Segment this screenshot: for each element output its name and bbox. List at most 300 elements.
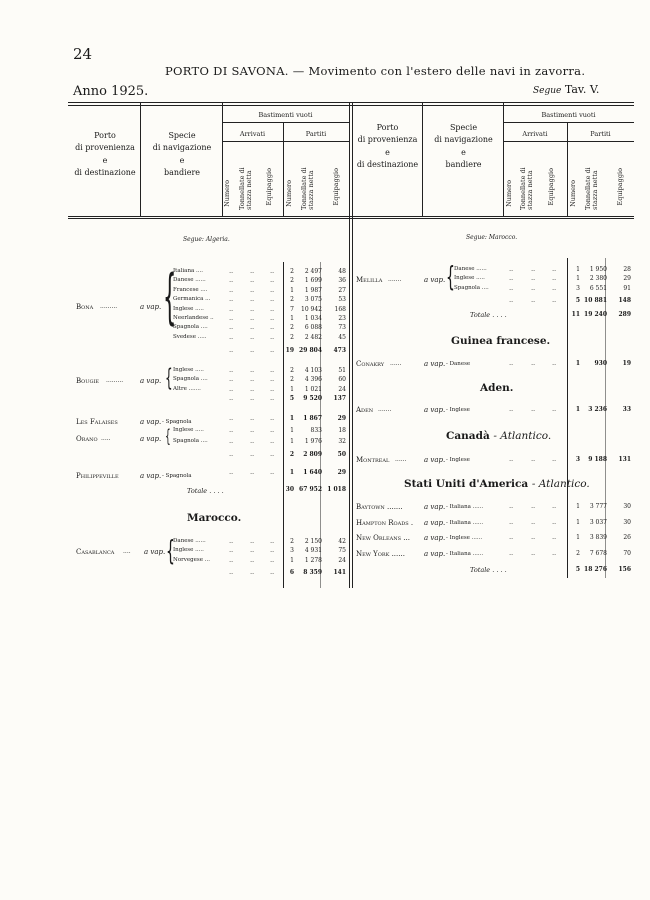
tonnellate-header: Tonnellate di stazza netta (584, 167, 600, 210)
center-divider-2 (352, 103, 353, 588)
partiti-numero: 2 (290, 376, 294, 384)
arrivati-empty: .. (250, 395, 254, 402)
port-usa: New York ...... (356, 549, 405, 558)
porto-h1: Porto (94, 131, 116, 140)
arrivati-empty: .. (270, 569, 274, 576)
partiti-equipaggio: 50 (337, 451, 346, 458)
arrivati-empty: .. (509, 534, 513, 541)
arrivati-empty: .. (509, 503, 513, 510)
group-rule (222, 122, 349, 123)
flag-name: Altre ....... (173, 385, 201, 392)
arrivati-empty: .. (229, 438, 233, 445)
leader-dots: ......... (106, 377, 124, 384)
arrivati-empty: .. (552, 406, 556, 413)
partiti-numero: 1 (290, 427, 294, 434)
leader-dots: ......... (100, 303, 118, 310)
col-rule (422, 103, 423, 217)
arrivati-empty: .. (229, 385, 233, 393)
flag-label: - Danese (446, 361, 471, 367)
flag-name: Inglese ..... (173, 367, 204, 373)
partiti-equipaggio: 53 (338, 296, 346, 304)
page-number: 24 (73, 45, 93, 63)
arrivati-empty: .. (552, 360, 556, 367)
header-bottom-rule (68, 216, 634, 217)
arrivati-empty: .. (509, 549, 513, 557)
arrivati-empty: .. (229, 286, 233, 294)
partiti-numero: 1 (576, 275, 580, 283)
partiti-tonnellate: 9 188 (588, 456, 607, 463)
arrivati-empty: .. (229, 347, 233, 354)
partiti-tonnellate: 8 359 (303, 569, 322, 576)
canada-label: Canadà (446, 430, 490, 442)
brace: { (165, 426, 171, 447)
partiti-equipaggio: 148 (618, 297, 631, 304)
partiti-tonnellate: 6 088 (304, 324, 322, 332)
partiti-equipaggio: 75 (338, 547, 346, 555)
partiti-tonnellate: 10 942 (301, 305, 322, 313)
numero-header: Numero (285, 180, 293, 207)
specie-h2: di navigazione (152, 143, 212, 153)
partiti-tonnellate: 1 278 (304, 556, 322, 564)
vap-label: a vap. (140, 418, 162, 426)
partiti-numero: 11 (571, 311, 580, 318)
arrivati-empty: .. (250, 556, 254, 564)
arrivati-empty: .. (250, 324, 254, 332)
vap-label: a vap. (140, 472, 162, 480)
partiti-equipaggio: 42 (338, 538, 346, 545)
brace: { (166, 534, 175, 567)
section-usa (404, 478, 590, 490)
flag-label: - Inglese (446, 407, 470, 413)
porto-h2: di provenienza (75, 143, 135, 153)
arrivati-empty: .. (229, 469, 233, 476)
partiti-tonnellate: 1 021 (304, 385, 322, 393)
arrivati-empty: .. (229, 427, 233, 434)
flag-label: - Spagnola (162, 473, 192, 479)
partiti-equipaggio: 29 (623, 275, 631, 283)
arrivati-empty: .. (250, 415, 254, 422)
specie-h1: Specie (449, 123, 478, 132)
arrivati-empty: .. (250, 569, 254, 576)
arrivati-empty: .. (270, 427, 274, 434)
partiti-numero: 2 (289, 451, 294, 458)
flag-name: Spagnola .... (173, 438, 208, 444)
arrivati-empty: .. (229, 538, 233, 545)
numero-header: Numero (223, 180, 231, 207)
arrivati-empty: .. (250, 451, 254, 458)
specie-h4: bandiere (445, 160, 482, 170)
arrivati-empty: .. (552, 534, 556, 541)
flag-name: - Inglese ...... (446, 535, 483, 541)
partiti-numero: 5 (289, 395, 294, 402)
porto-h3: e (385, 147, 390, 157)
partiti-numero: 3 (575, 456, 580, 463)
specie-header (424, 122, 503, 172)
flag-label: - Inglese (446, 457, 470, 463)
specie-h1: Specie (168, 131, 196, 140)
arrivati-empty: .. (250, 333, 254, 341)
partiti-equipaggio: 29 (337, 415, 346, 422)
partiti-equipaggio: 26 (623, 534, 631, 541)
section-guinea: Guinea francese. (451, 335, 551, 347)
porto-h2: di provenienza (357, 135, 418, 145)
partiti-tonnellate: 3 777 (589, 503, 607, 510)
arrivati-empty: .. (250, 286, 254, 294)
arrivati-empty: .. (552, 549, 556, 557)
top-double-rule (68, 102, 634, 103)
partiti-equipaggio: 137 (333, 395, 346, 402)
arrivati-empty: .. (229, 305, 233, 313)
port-les-falaises: Les Falaises (76, 418, 118, 426)
partiti-equipaggio: 19 (622, 360, 631, 367)
partiti-tonnellate: 10 881 (584, 297, 607, 304)
vap-label: a vap. (144, 548, 166, 556)
arrivati-empty: .. (270, 395, 274, 402)
section-marocco-cont: Segue: Marocco. (466, 234, 518, 241)
leader-dots: ...... (395, 456, 407, 463)
partiti-numero: 2 (290, 333, 294, 341)
equipaggio-header: Equipaggio (547, 168, 555, 206)
arrivati-empty: .. (270, 333, 274, 341)
arrivati-empty: .. (552, 266, 556, 273)
specie-h3: e (461, 147, 466, 157)
flag-name: Spagnola .... (173, 324, 208, 331)
arrivati-empty: .. (229, 268, 233, 275)
arrivati-empty: .. (229, 556, 233, 564)
partiti-tonnellate: 4 396 (304, 376, 322, 384)
arrivati-empty: .. (250, 547, 254, 555)
specie-h4: bandiere (163, 168, 200, 178)
totale-label: Totale . . . . (470, 566, 507, 574)
vap-label: a vap. (140, 377, 162, 385)
leader-dots: ....... (378, 406, 392, 413)
partiti-numero: 1 (576, 518, 580, 526)
partiti-header: Partiti (590, 130, 611, 138)
arrivati-empty: .. (531, 518, 535, 526)
body-col-rule (605, 258, 606, 578)
partiti-tonnellate: 9 520 (303, 395, 322, 402)
arrivati-empty: .. (509, 456, 513, 463)
partiti-numero: 19 (285, 347, 294, 354)
flag-label: - Spagnola (162, 419, 192, 425)
partiti-tonnellate: 3 075 (304, 296, 322, 304)
vap-label: a vap. (424, 518, 446, 527)
arrivati-empty: .. (250, 469, 254, 476)
arrivati-empty: .. (552, 518, 556, 526)
arrivati-empty: .. (270, 415, 274, 422)
arrivati-empty: .. (250, 427, 254, 434)
flag-name: Inglese ..... (173, 427, 204, 433)
arrivati-empty: .. (509, 360, 513, 367)
col-rule (140, 103, 141, 217)
arrivati-empty: .. (229, 569, 233, 576)
arrivati-empty: .. (270, 538, 274, 545)
leader-dots: ..... (101, 435, 111, 442)
partiti-equipaggio: 30 (623, 518, 631, 526)
porto-h4: di destinazione (74, 168, 136, 178)
usa-sub: - Atlantico. (531, 478, 590, 490)
arrivati-empty: .. (509, 275, 513, 283)
flag-name: Danese ...... (173, 277, 206, 284)
vap-label: a vap. (140, 435, 162, 443)
partiti-tonnellate: 1 950 (589, 266, 607, 273)
partiti-equipaggio: 30 (623, 503, 631, 510)
table-reference (533, 83, 599, 96)
flag-name: Spagnola (165, 419, 192, 425)
partiti-equipaggio: 45 (338, 333, 346, 341)
arrivati-empty: .. (250, 347, 254, 354)
flag-name: Danese ...... (454, 266, 487, 272)
partiti-equipaggio: 70 (623, 549, 631, 557)
partiti-equipaggio: 168 (334, 305, 346, 313)
partiti-numero: 1 (576, 266, 580, 273)
partiti-tonnellate: 3 839 (589, 534, 607, 541)
flag-name: - Italiana ...... (446, 504, 484, 510)
porto-header (70, 130, 140, 180)
partiti-tonnellate: 3 236 (588, 406, 607, 413)
arrivati-empty: .. (531, 549, 535, 557)
flag-name: Spagnola .... (173, 376, 208, 383)
partiti-tonnellate: 6 551 (589, 284, 607, 292)
flag-name: Inglese (449, 407, 470, 413)
tonnellate-header: Tonnellate di stazza netta (238, 167, 254, 210)
arrivati-empty: .. (509, 284, 513, 292)
partiti-numero: 1 (290, 315, 294, 322)
port-casablanca: Casablanca (76, 548, 115, 556)
partiti-numero: 7 (290, 305, 294, 313)
arrivati-empty: .. (250, 385, 254, 393)
partiti-numero: 5 (575, 566, 580, 573)
arrivati-empty: .. (531, 456, 535, 463)
usa-label: Stati Uniti d'America (404, 478, 529, 490)
partiti-tonnellate: 1 034 (304, 315, 322, 322)
partiti-tonnellate: 2 497 (304, 268, 322, 275)
specie-h3: e (179, 155, 185, 165)
partiti-tonnellate: 4 103 (304, 367, 322, 374)
equipaggio-header: Equipaggio (265, 168, 273, 206)
arrivati-empty: .. (250, 296, 254, 304)
partiti-equipaggio: 141 (333, 569, 346, 576)
section-canada (446, 430, 551, 442)
partiti-equipaggio: 32 (338, 438, 346, 445)
flag-name: - Italiana ...... (446, 519, 484, 526)
flag-name: Norvegese ... (173, 556, 210, 563)
totale-text: Totale (187, 487, 208, 495)
porto-h1: Porto (376, 123, 399, 132)
arrivati-empty: .. (270, 315, 274, 322)
arrivati-empty: .. (270, 367, 274, 374)
arrivati-empty: .. (531, 360, 535, 367)
canada-sub: - Atlantico. (493, 430, 552, 442)
numero-header: Numero (569, 180, 577, 207)
vap-label: a vap. (424, 534, 446, 542)
year-label: Anno 1925. (73, 84, 149, 99)
arrivati-empty: .. (229, 547, 233, 555)
arrivati-empty: .. (229, 333, 233, 341)
partiti-numero: 2 (290, 268, 294, 275)
arrivati-empty: .. (229, 277, 233, 285)
arrivati-empty: .. (531, 266, 535, 273)
arrivati-empty: .. (270, 277, 274, 285)
arrivati-empty: .. (250, 538, 254, 545)
partiti-tonnellate: 2 482 (304, 333, 322, 341)
partiti-equipaggio: 29 (337, 469, 346, 476)
leader-dots: ....... (388, 276, 402, 283)
partiti-header: Partiti (305, 130, 327, 138)
partiti-numero: 1 (290, 556, 294, 564)
partiti-tonnellate: 833 (310, 427, 322, 434)
arrivati-empty: .. (531, 534, 535, 541)
specie-header (142, 130, 222, 180)
top-rule-2 (68, 105, 634, 106)
partiti-equipaggio: 36 (338, 277, 346, 285)
section-aden: Aden. (480, 382, 514, 394)
partiti-tonnellate: 4 931 (304, 547, 322, 555)
vap-label: a vap. (424, 549, 446, 558)
partiti-numero: 2 (290, 538, 294, 545)
arrivati-empty: .. (229, 451, 233, 458)
arrivati-empty: .. (552, 297, 556, 304)
body-col-rule (283, 262, 284, 588)
page-title: PORTO DI SAVONA. — Movimento con l'estero delle navi in zavorra. (165, 64, 586, 78)
port-bona: Bona (76, 303, 94, 311)
arrivati-empty: .. (229, 415, 233, 422)
partiti-equipaggio: 23 (338, 315, 346, 322)
arrivati-empty: .. (270, 305, 274, 313)
totale-label: Totale . . . . (470, 311, 507, 319)
partiti-equipaggio: 1 018 (327, 486, 346, 493)
flag-name: Spagnola (165, 473, 192, 479)
arrivati-empty: .. (229, 367, 233, 374)
specie-h2: di navigazione (434, 135, 493, 145)
flag-name: Danese ...... (173, 538, 206, 544)
partiti-tonnellate: 1 699 (304, 277, 322, 285)
partiti-equipaggio: 51 (338, 367, 346, 374)
porto-h3: e (102, 155, 108, 165)
arrivati-empty: .. (270, 547, 274, 555)
section-marocco: Marocco. (187, 512, 242, 524)
partiti-numero: 2 (290, 367, 294, 374)
partiti-equipaggio: 24 (338, 556, 346, 564)
partiti-tonnellate: 19 240 (584, 311, 607, 318)
center-divider (349, 103, 350, 588)
arrivati-empty: .. (270, 438, 274, 445)
group-rule (222, 141, 349, 142)
flag-name: Spagnola .... (454, 284, 489, 291)
port-melilla: Melilla (356, 276, 383, 284)
arrivati-empty: .. (509, 297, 513, 304)
partiti-numero: 2 (290, 324, 294, 332)
group-rule (503, 122, 634, 123)
arrivati-empty: .. (531, 297, 535, 304)
arrivati-empty: .. (250, 277, 254, 285)
partiti-numero: 2 (290, 277, 294, 285)
totale-label: Totale . . . . (187, 487, 224, 495)
partiti-tonnellate: 930 (594, 360, 607, 367)
arrivati-empty: .. (250, 438, 254, 445)
porto-h4: di destinazione (356, 160, 419, 170)
arrivati-empty: .. (509, 406, 513, 413)
partiti-numero: 1 (289, 415, 294, 422)
arrivati-empty: .. (552, 284, 556, 292)
porto-header (353, 122, 422, 172)
brace: { (446, 260, 455, 293)
partiti-numero: 1 (290, 385, 294, 393)
col-rule (503, 103, 504, 217)
partiti-numero: 2 (290, 296, 294, 304)
tonnellate-header: Tonnellate di stazza netta (519, 167, 535, 210)
partiti-equipaggio: 156 (618, 566, 631, 573)
arrivati-empty: .. (270, 376, 274, 384)
partiti-numero: 1 (290, 438, 294, 445)
partiti-equipaggio: 24 (338, 385, 346, 393)
partiti-tonnellate: 1 867 (303, 415, 322, 422)
arrivati-empty: .. (229, 324, 233, 332)
flag-name: Inglese (449, 457, 470, 463)
body-col-rule (567, 258, 568, 578)
arrivati-empty: .. (270, 296, 274, 304)
arrivati-empty: .. (229, 395, 233, 402)
port-conakry: Conakry (356, 360, 385, 368)
arrivati-empty: .. (250, 315, 254, 322)
totale-text: Totale (470, 566, 491, 574)
partiti-numero: 1 (289, 469, 294, 476)
header-bottom-rule-2 (68, 218, 634, 219)
table-ref-prefix: Segue (533, 86, 562, 96)
arrivati-header: Arrivati (239, 130, 266, 138)
flag-name: Inglese ..... (454, 275, 485, 282)
partiti-numero: 3 (290, 547, 294, 555)
arrivati-empty: .. (509, 266, 513, 273)
flag-name: Inglese ..... (173, 547, 204, 554)
partiti-tonnellate: 7 678 (589, 549, 607, 557)
partiti-equipaggio: 27 (338, 286, 346, 294)
leader-dots: ...... (390, 360, 402, 367)
arrivati-empty: .. (270, 385, 274, 393)
partiti-tonnellate: 67 952 (299, 486, 322, 493)
section-algeria: Segue: Algeria. (183, 236, 230, 243)
port-philippeville: Philippeville (76, 472, 119, 480)
arrivati-empty: .. (531, 406, 535, 413)
group-header: Bastimenti vuoti (258, 111, 313, 119)
arrivati-empty: .. (552, 275, 556, 283)
arrivati-empty: .. (250, 268, 254, 275)
vap-label: a vap. (424, 360, 446, 368)
vap-label: a vap. (424, 503, 446, 511)
partiti-numero: 1 (575, 360, 580, 367)
partiti-tonnellate: 2 809 (303, 451, 322, 458)
partiti-numero: 6 (289, 569, 294, 576)
tonnellate-header: Tonnellate di stazza netta (300, 167, 316, 210)
arrivati-empty: .. (552, 503, 556, 510)
flag-name: Italiana .... (173, 268, 204, 274)
arrivati-empty: .. (270, 324, 274, 332)
arrivati-empty: .. (270, 286, 274, 294)
partiti-tonnellate: 1 640 (303, 469, 322, 476)
partiti-equipaggio: 60 (338, 376, 346, 384)
arrivati-empty: .. (270, 469, 274, 476)
port-orano: Orano (76, 435, 98, 443)
vap-label: a vap. (424, 456, 446, 464)
partiti-numero: 2 (576, 549, 580, 557)
vap-label: a vap. (140, 303, 162, 311)
flag-name: - Italiana ...... (446, 550, 484, 557)
vap-label: a vap. (424, 276, 446, 284)
arrivati-empty: .. (250, 367, 254, 374)
arrivati-empty: .. (531, 284, 535, 292)
flag-name: Germanica ... (173, 296, 211, 303)
arrivati-empty: .. (250, 305, 254, 313)
